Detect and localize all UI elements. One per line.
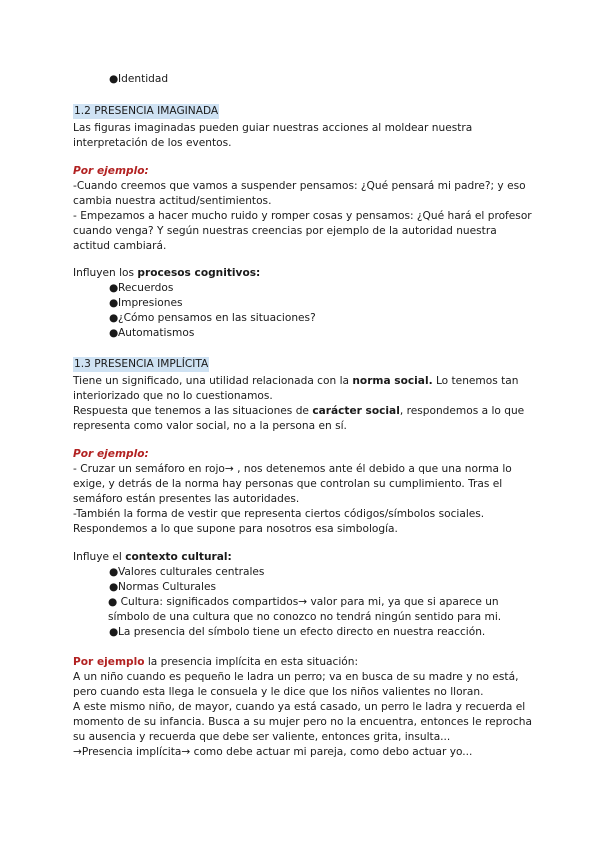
list-item: ● Impresiones [109, 297, 183, 309]
bullet-dot-icon: ● [109, 312, 119, 324]
section-heading-1-2: 1.2 PRESENCIA IMAGINADA [74, 105, 219, 117]
list-item: ● Valores culturales centrales [109, 566, 265, 578]
section-1-2-intro: Las figuras imaginadas pueden guiar nuestras acciones al moldear nuestra interpretación de los eventos. [73, 122, 473, 149]
bullet-dot-icon: ● [109, 581, 119, 593]
list-item: ● Recuerdos [109, 282, 174, 294]
bullet-dot-icon: ● [109, 327, 119, 339]
story-paragraph-1: A un niño cuando es pequeño le ladra un perro; va en busca de su madre y no está, pero cuando esta llega le consuela y le dice que los niños valientes no lloran. [73, 671, 519, 698]
list-item: ● Automatismos [109, 327, 195, 339]
identity-bullet: ● Identidad [109, 73, 169, 85]
section-1-3-para-1: Tiene un significado, una utilidad relacionada con la norma social. Lo tenemos tan interiorizado que no lo cuestionamos. [73, 375, 519, 402]
story-paragraph-2: A este mismo niño, de mayor, cuando ya está casado, un perro le ladra y recuerda el momento de su infancia. Busca a su mujer pero no la encuentra, entonces le reprocha su ausencia y recuerda que debe ser valiente, entonces grita, insulta... [73, 701, 532, 743]
cultural-context-line: Influye el contexto cultural: [73, 551, 232, 563]
example-text-1: -Cuando creemos que vamos a suspender pensamos: ¿Qué pensará mi padre?; y eso cambia nuestra actitud/sentimientos. [73, 180, 526, 207]
example-label: Por ejemplo: [73, 165, 149, 177]
bullet-dot-icon: ● [109, 626, 119, 638]
bullet-dot-icon: ● [109, 297, 119, 309]
list-item: ● ¿Cómo pensamos en las situaciones? [109, 312, 316, 324]
bullet-dot-icon: ● [109, 73, 119, 85]
list-item: ● La presencia del símbolo tiene un efecto directo en nuestra reacción. [109, 626, 486, 638]
final-example-line: Por ejemplo la presencia implícita en esta situación: [73, 656, 359, 668]
example-text-2: - Empezamos a hacer mucho ruido y romper cosas y pensamos: ¿Qué hará el profesor cuando venga? Y según nuestras creencias por ejemplo de la autoridad nuestra actitud cambiará. [73, 210, 532, 252]
cognitive-processes-list [73, 281, 533, 341]
list-item: ● Cultura: significados compartidos→ valor para mi, ya que si aparece un símbolo de una cultura que no conozco no tendrá ningún sentido para mi. [108, 596, 502, 623]
bullet-dot-icon: ● [109, 566, 119, 578]
closing-line: →Presencia implícita→ como debe actuar mi pareja, como debo actuar yo... [73, 746, 473, 758]
example-label: Por ejemplo: [73, 448, 149, 460]
bullet-dot-icon: ● [109, 282, 119, 294]
cultural-context-list [73, 565, 533, 640]
section-1-3-para-2: Respuesta que tenemos a las situaciones de carácter social, respondemos a lo que representa como valor social, no a la persona en sí. [73, 405, 525, 432]
section-heading-1-3: 1.3 PRESENCIA IMPLÍCITA [74, 358, 209, 370]
list-item: ● Normas Culturales [109, 581, 217, 593]
cognitive-processes-line: Influyen los procesos cognitivos: [73, 267, 261, 279]
bullet-dot-icon: ● [108, 596, 118, 608]
example-text-2: -También la forma de vestir que representa ciertos códigos/símbolos sociales. Respondemos a lo que supone para nosotros esa simbología. [73, 508, 485, 535]
example-text-1: - Cruzar un semáforo en rojo→ , nos detenemos ante él debido a que una norma lo exige, y detrás de la norma hay personas que controlan su cumplimiento. Tras el semáforo están presentes las autoridades. [73, 463, 512, 505]
